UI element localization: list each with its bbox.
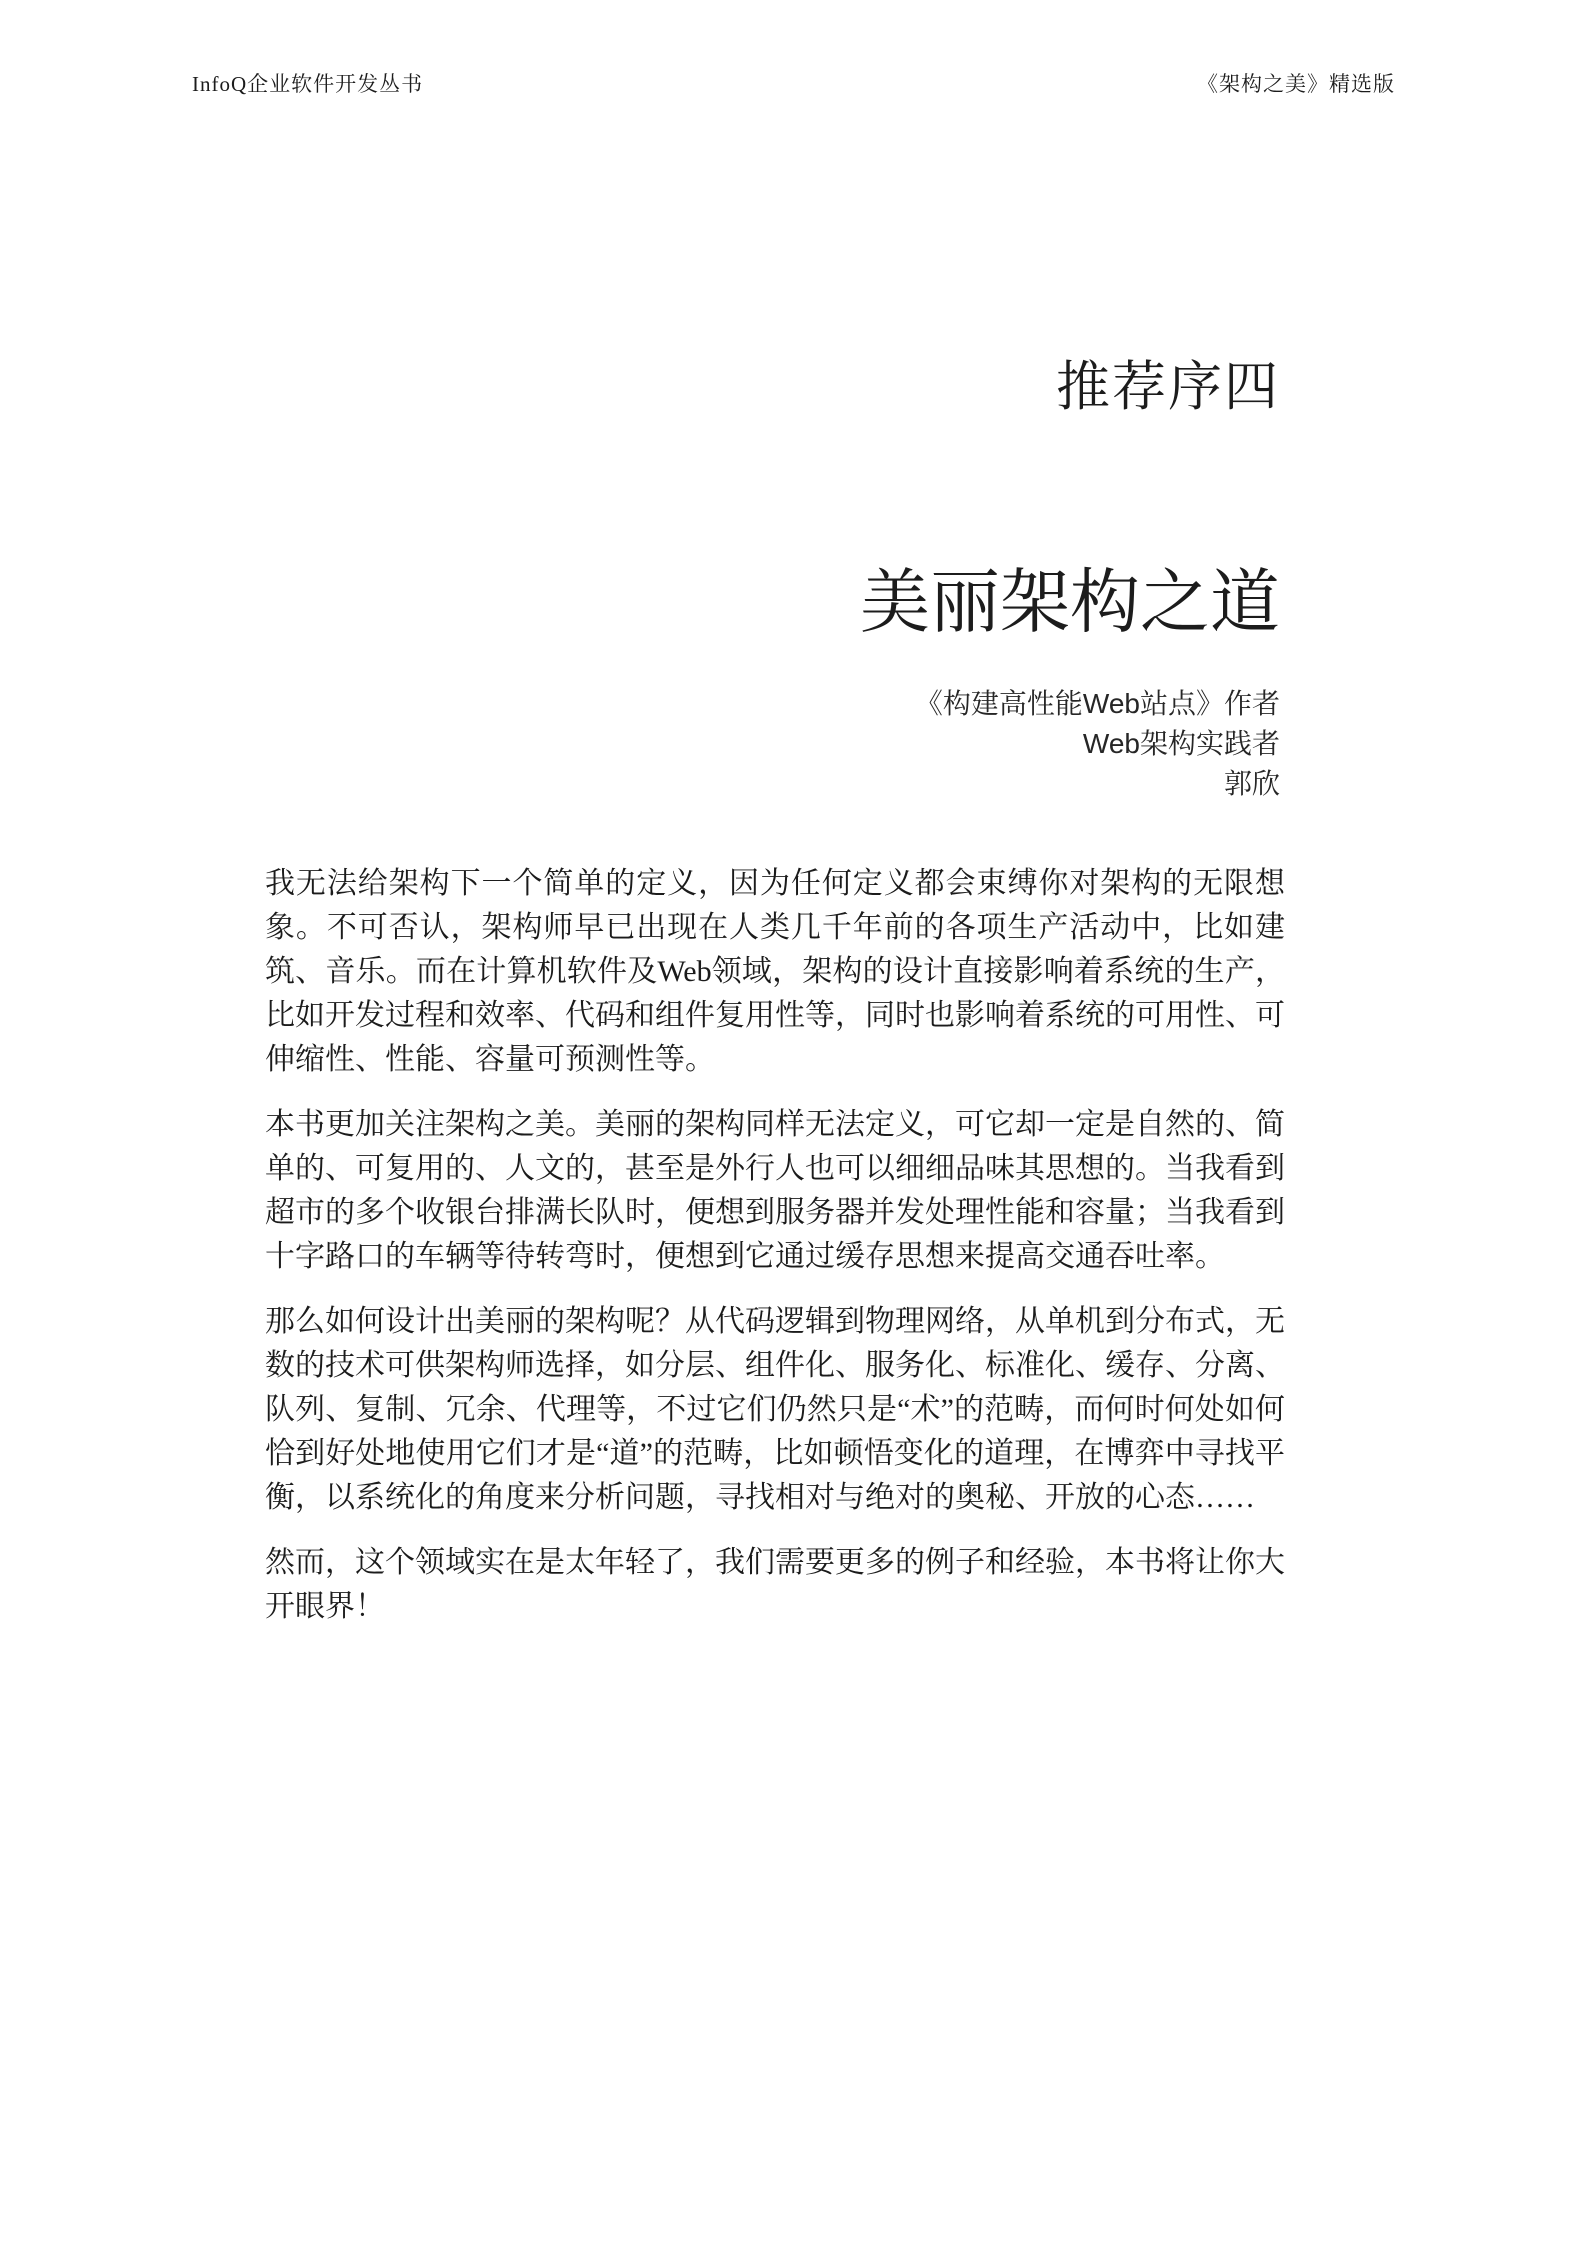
header-book-title: 《架构之美》精选版 (1197, 72, 1395, 96)
paragraph-2: 本书更加关注架构之美。美丽的架构同样无法定义，可它却一定是自然的、简单的、可复用的、人文的，甚至是外行人也可以细细品味其思想的。当我看到超市的多个收银台排满长队时，便想到服务器并发处理性能和容量；当我看到十字路口的车辆等待转弯时，便想到它通过缓存思想来提高交通吞吐率。 (265, 1108, 1285, 1273)
section-title: 推荐序四 (1056, 357, 1280, 417)
chapter-title: 美丽架构之道 (860, 565, 1280, 642)
paragraph-3: 那么如何设计出美丽的架构呢？从代码逻辑到物理网络，从单机到分布式，无数的技术可供架构师选择，如分层、组件化、服务化、标准化、缓存、分离、队列、复制、冗余、代理等，不过它们仍然只是“术”的范畴，而何时何处如何恰到好处地使用它们才是“道”的范畴，比如顿悟变化的道理，在博弈中寻找平衡，以系统化的角度来分析问题，寻找相对与绝对的奥秘、开放的心态…… (265, 1305, 1285, 1514)
byline-role: Web架构实践者 (1082, 728, 1280, 759)
paragraph-4: 然而，这个领域实在是太年轻了，我们需要更多的例子和经验，本书将让你大开眼界！ (265, 1546, 1285, 1623)
byline-credit: 《构建高性能Web站点》作者 (914, 688, 1280, 719)
byline (915, 684, 1280, 804)
header-series-title: InfoQ企业软件开发丛书 (192, 72, 424, 96)
paragraph-1: 我无法给架构下一个简单的定义，因为任何定义都会束缚你对架构的无限想象。不可否认，架构师早已出现在人类几千年前的各项生产活动中，比如建筑、音乐。而在计算机软件及Web领域，架构的设计直接影响着系统的生产，比如开发过程和效率、代码和组件复用性等，同时也影响着系统的可用性、可伸缩性、性能、容量可预测性等。 (265, 867, 1285, 1076)
body-text (265, 862, 1285, 1650)
byline-author: 郭欣 (1223, 768, 1280, 799)
